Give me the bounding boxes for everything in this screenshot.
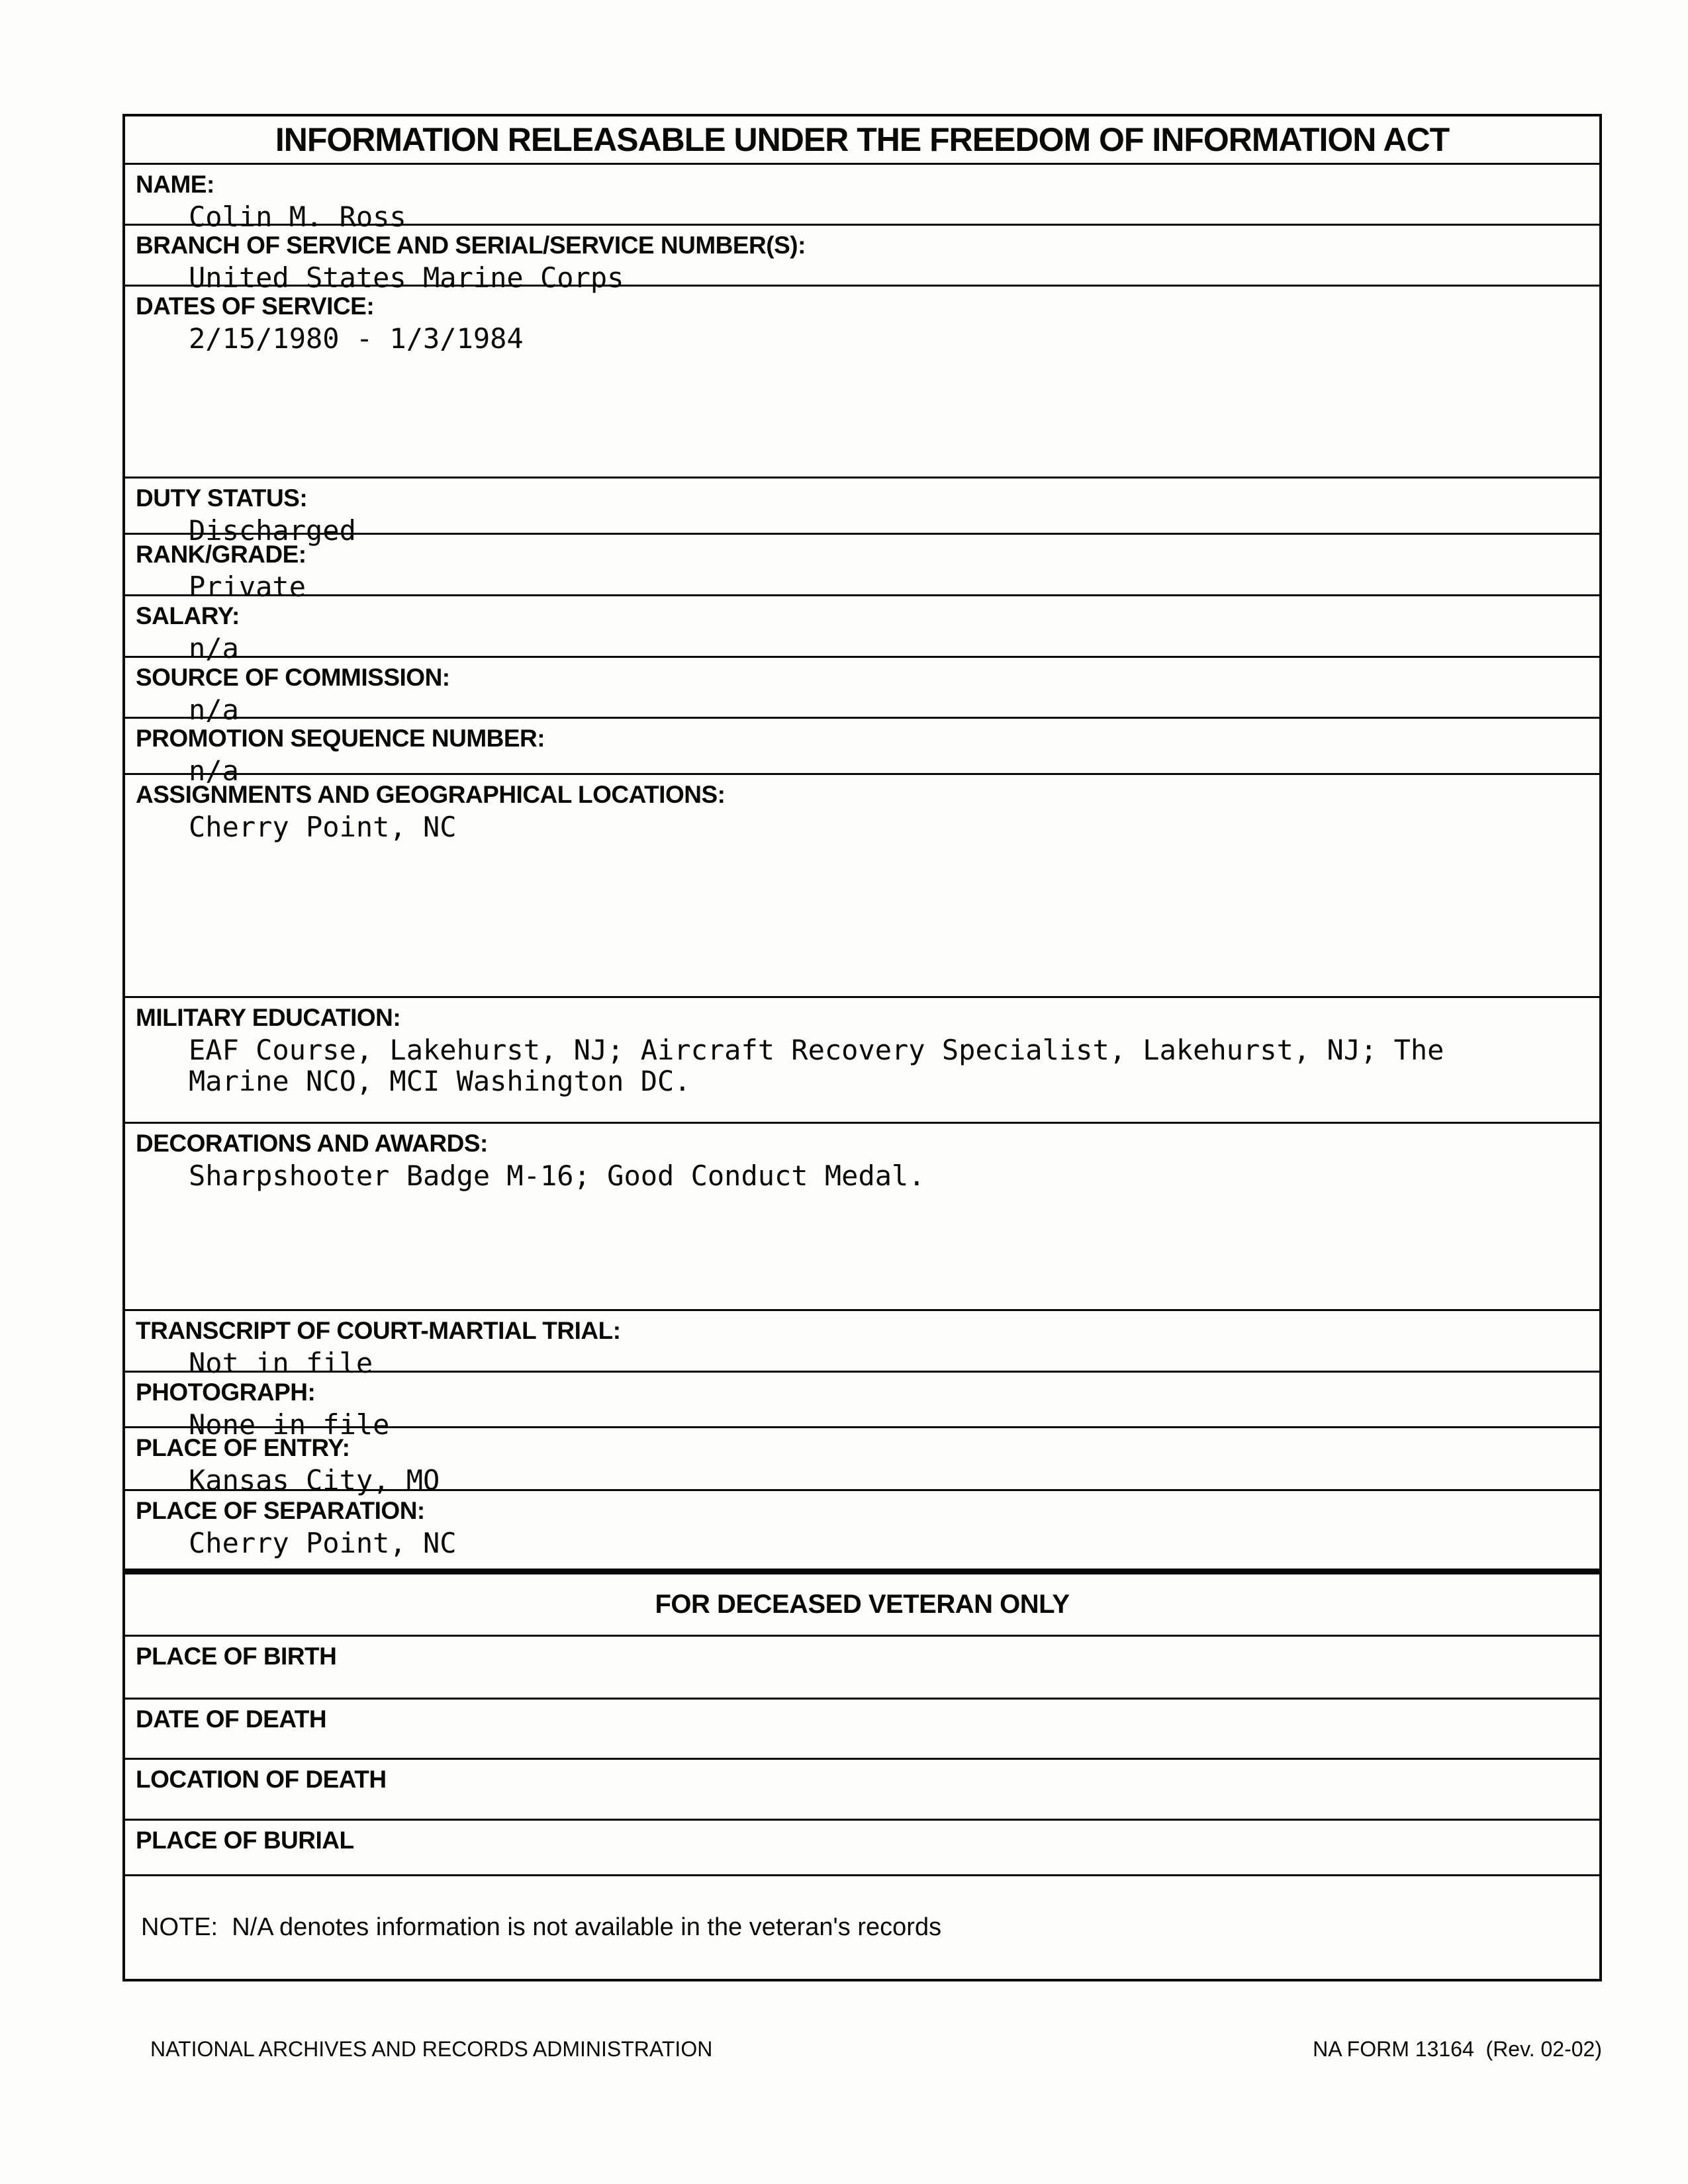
row-photograph [125,1371,1599,1441]
row-decorations-awards [125,1122,1599,1309]
row-assignments [125,773,1599,996]
row-military-education [125,996,1599,1122]
row-name [125,163,1599,233]
deceased-header-text: FOR DECEASED VETERAN ONLY [655,1590,1070,1619]
footer-agency: NATIONAL ARCHIVES AND RECORDS ADMINISTRATION [150,2037,713,2061]
field-label-location-of-death: LOCATION OF DEATH [136,1766,387,1793]
row-place-of-burial [125,1819,1599,1874]
field-value-military-education: EAF Course, Lakehurst, NJ; Aircraft Recovery Specialist, Lakehurst, NJ; The Marine NCO, MCI Washington DC. [189,1034,1461,1097]
field-value-photograph: None in file [189,1408,390,1441]
field-label-date-of-death: DATE OF DEATH [136,1706,327,1733]
row-court-martial-transcript [125,1309,1599,1379]
form-title-box [125,116,1599,163]
row-source-of-commission [125,656,1599,726]
form-footer [122,2037,1602,2062]
row-duty-status [125,477,1599,547]
field-label-branch: BRANCH OF SERVICE AND SERIAL/SERVICE NUMBER(S): [136,232,806,259]
row-place-of-entry [125,1426,1599,1496]
row-promotion-sequence [125,717,1599,787]
row-dates-of-service [125,285,1599,477]
field-value-name: Colin M. Ross [189,201,406,233]
field-value-promotion: n/a [189,754,239,787]
field-label-name: NAME: [136,171,214,198]
field-value-salary: n/a [189,632,239,664]
field-label-assignments: ASSIGNMENTS AND GEOGRAPHICAL LOCATIONS: [136,781,726,808]
field-value-decorations: Sharpshooter Badge M-16; Good Conduct Medal. [189,1160,925,1192]
form-title: INFORMATION RELEASABLE UNDER THE FREEDOM OF INFORMATION ACT [275,121,1450,158]
field-label-military-education: MILITARY EDUCATION: [136,1004,401,1031]
row-branch-of-service [125,224,1599,294]
field-label-photograph: PHOTOGRAPH: [136,1379,316,1406]
field-label-duty-status: DUTY STATUS: [136,484,308,512]
field-label-place-of-birth: PLACE OF BIRTH [136,1643,337,1670]
field-label-salary: SALARY: [136,602,240,629]
row-place-of-separation [125,1489,1599,1569]
note-box [125,1874,1599,1979]
field-value-commission: n/a [189,694,239,726]
row-salary [125,594,1599,664]
field-label-dates: DATES OF SERVICE: [136,293,375,320]
foia-form [122,114,1602,1981]
field-label-rank: RANK/GRADE: [136,541,306,568]
field-label-place-of-burial: PLACE OF BURIAL [136,1827,354,1854]
field-value-place-of-separation: Cherry Point, NC [189,1527,457,1559]
field-label-place-of-entry: PLACE OF ENTRY: [136,1434,350,1461]
field-value-dates: 2/15/1980 - 1/3/1984 [189,322,524,355]
note-text: NOTE: N/A denotes information is not available in the veteran's records [141,1913,942,1941]
deceased-section-header [125,1569,1599,1635]
field-value-place-of-entry: Kansas City, MO [189,1464,440,1496]
field-label-promotion: PROMOTION SEQUENCE NUMBER: [136,725,545,752]
field-value-transcript: Not in file [189,1347,373,1379]
footer-form-number: NA FORM 13164 (Rev. 02-02) [1313,2037,1602,2061]
field-label-decorations: DECORATIONS AND AWARDS: [136,1130,488,1157]
field-value-assignments: Cherry Point, NC [189,811,457,843]
row-rank-grade [125,533,1599,603]
row-location-of-death [125,1758,1599,1819]
field-value-duty-status: Discharged [189,514,356,547]
field-value-rank: Private [189,570,306,603]
field-label-transcript: TRANSCRIPT OF COURT-MARTIAL TRIAL: [136,1317,621,1344]
field-value-branch: United States Marine Corps [189,261,624,294]
row-date-of-death [125,1698,1599,1758]
field-label-commission: SOURCE OF COMMISSION: [136,664,450,691]
field-label-place-of-separation: PLACE OF SEPARATION: [136,1497,425,1524]
row-place-of-birth [125,1635,1599,1698]
